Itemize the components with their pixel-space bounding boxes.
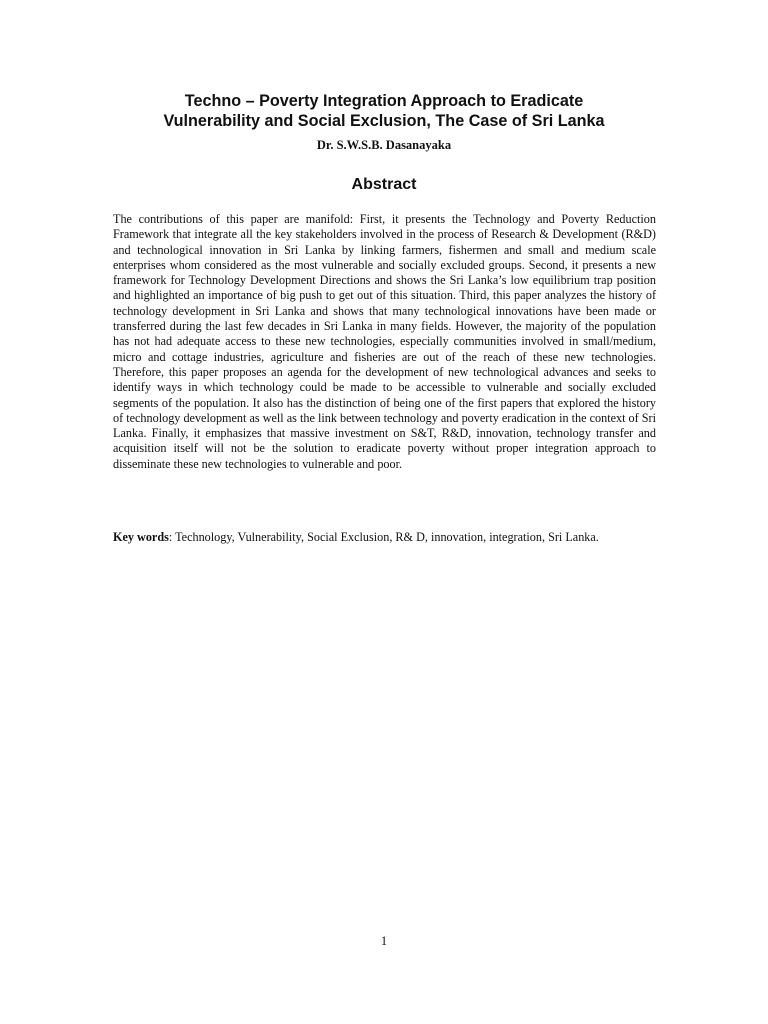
author-name: Dr. S.W.S.B. Dasanayaka [316,138,452,152]
page-number: 1 [380,934,388,948]
abstract-text: The contributions of this paper are manifold: First, it presents the Technology and Poverty Reduction Framework that integrate all the key stakeholders involved in the process of Research & Development (R&D) and technological innovation in Sri Lanka by linking farmers, fishermen and small and medium scale enterprises whom considered as the most vulnerable and socially excluded groups. Second, it presents a new framework for Technology Development Directions and shows the Sri Lanka’s low equilibrium trap position and highlighted an importance of big push to get out of this situation. Third, this paper analyzes the history of technology development in Sri Lanka and shows that many technological innovations have been made or transferred during the last few decades in Sri Lanka in many fields. However, the majority of the population has not had adequate access to these new technologies, especially communities involved in small/medium, micro and cottage industries, agriculture and fisheries are out of the reach of these new technologies. Therefore, this paper proposes an agenda for the development of new technological advances and seeks to identify ways in which technology could be made to be accessible to vulnerable and socially excluded segments of the population. It also has the distinction of being one of the first papers that explored the history of technology development as well as the link between technology and poverty eradication in the context of Sri Lanka. Finally, it emphasizes that massive investment on S&T, R&D, innovation, technology transfer and acquisition itself will not be the solution to eradicate poverty without proper integration approach to disseminate these new technologies to vulnerable and poor. [113,212,656,471]
paper-title-line-2: Vulnerability and Social Exclusion, The Case of Sri Lanka [163,112,605,130]
paper-title [100,91,668,131]
abstract-heading: Abstract [351,176,417,193]
keywords-text: : Technology, Vulnerability, Social Exclusion, R& D, innovation, integration, Sri Lanka. [168,530,599,544]
keywords-label: Key words [113,530,169,544]
paper-title-line-1: Techno – Poverty Integration Approach to Eradicate [184,92,584,110]
keywords-paragraph [113,530,656,545]
